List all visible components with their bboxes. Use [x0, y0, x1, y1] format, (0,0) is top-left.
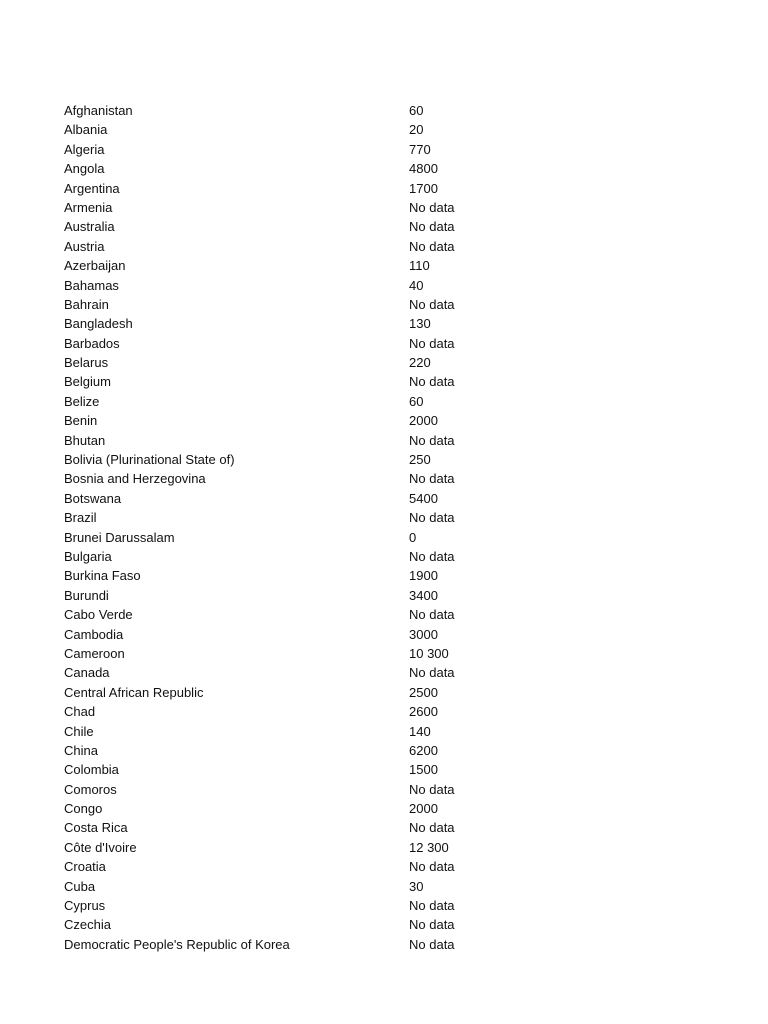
country-name-cell: Cameroon — [64, 645, 125, 661]
country-name-cell: Central African Republic — [64, 684, 204, 700]
value-cell: No data — [409, 238, 455, 254]
value-cell: No data — [409, 859, 455, 875]
country-name-cell: Croatia — [64, 859, 106, 875]
table-row — [64, 915, 704, 934]
value-cell: 12 300 — [409, 839, 449, 855]
country-name-cell: Comoros — [64, 781, 117, 797]
country-name-cell: Afghanistan — [64, 103, 133, 118]
value-cell: 2000 — [409, 801, 438, 817]
country-name-cell: Cambodia — [64, 626, 124, 642]
table-row — [64, 469, 704, 488]
table-row — [64, 818, 704, 837]
country-name-cell: Burkina Faso — [64, 568, 141, 584]
country-name-cell: Azerbaijan — [64, 258, 126, 274]
value-cell: 4800 — [409, 161, 438, 177]
country-name-cell: Congo — [64, 801, 103, 817]
value-cell: 30 — [409, 878, 424, 894]
table-row — [64, 431, 704, 450]
table-row — [64, 528, 704, 547]
value-cell: No data — [409, 335, 455, 351]
country-name-cell: Burundi — [64, 587, 109, 603]
table-row — [64, 353, 704, 372]
table-row — [64, 101, 704, 120]
value-cell: 1700 — [409, 180, 438, 196]
country-name-cell: Belarus — [64, 355, 109, 371]
country-name-cell: Brazil — [64, 510, 97, 526]
value-cell: 3000 — [409, 626, 438, 642]
value-cell: 130 — [409, 316, 431, 332]
table-row — [64, 140, 704, 159]
table-row — [64, 159, 704, 178]
value-cell: 0 — [409, 529, 417, 545]
country-name-cell: Albania — [64, 122, 108, 138]
table-row — [64, 935, 704, 954]
value-cell: No data — [409, 374, 455, 390]
country-name-cell: Canada — [64, 665, 110, 681]
value-cell: 1500 — [409, 762, 438, 778]
country-name-cell: Benin — [64, 413, 98, 429]
table-row — [64, 392, 704, 411]
value-cell: No data — [409, 665, 455, 681]
country-name-cell: Barbados — [64, 335, 120, 351]
table-row — [64, 780, 704, 799]
table-row — [64, 372, 704, 391]
country-name-cell: Chile — [64, 723, 94, 739]
table-row — [64, 857, 704, 876]
country-name-cell: Austria — [64, 238, 105, 254]
country-name-cell: Bhutan — [64, 432, 106, 448]
country-data-table — [64, 101, 704, 954]
value-cell: No data — [409, 432, 455, 448]
country-name-cell: Australia — [64, 219, 115, 235]
value-cell: No data — [409, 936, 455, 952]
country-name-cell: Armenia — [64, 199, 113, 215]
table-row — [64, 702, 704, 721]
value-cell: No data — [409, 548, 455, 564]
country-name-cell: China — [64, 742, 98, 758]
value-cell: 250 — [409, 452, 431, 468]
table-row — [64, 547, 704, 566]
table-row — [64, 683, 704, 702]
table-row — [64, 644, 704, 663]
value-cell: 3400 — [409, 587, 438, 603]
country-name-cell: Bahrain — [64, 296, 109, 312]
value-cell: No data — [409, 199, 455, 215]
value-cell: 60 — [409, 393, 424, 409]
country-name-cell: Czechia — [64, 917, 111, 933]
table-row — [64, 586, 704, 605]
country-name-cell: Argentina — [64, 180, 120, 196]
table-row — [64, 605, 704, 624]
table-row — [64, 663, 704, 682]
country-name-cell: Democratic People's Republic of Korea — [64, 936, 290, 952]
country-name-cell: Cuba — [64, 878, 96, 894]
table-row — [64, 450, 704, 469]
value-cell: 110 — [409, 258, 430, 274]
value-cell: 2000 — [409, 413, 438, 429]
table-row — [64, 838, 704, 857]
value-cell: 2600 — [409, 704, 438, 720]
country-name-cell: Cyprus — [64, 898, 106, 914]
table-row — [64, 120, 704, 139]
table-row — [64, 256, 704, 275]
table-row — [64, 741, 704, 760]
value-cell: 5400 — [409, 490, 438, 506]
country-name-cell: Bangladesh — [64, 316, 133, 332]
value-cell: No data — [409, 471, 455, 487]
table-row — [64, 760, 704, 779]
value-cell: 10 300 — [409, 645, 449, 661]
value-cell: No data — [409, 607, 455, 623]
country-name-cell: Bahamas — [64, 277, 119, 293]
table-row — [64, 276, 704, 295]
table-row — [64, 508, 704, 527]
country-name-cell: Bulgaria — [64, 548, 112, 564]
table-row — [64, 411, 704, 430]
value-cell: 140 — [409, 723, 431, 739]
country-name-cell: Belize — [64, 393, 100, 409]
value-cell: No data — [409, 898, 455, 914]
country-name-cell: Botswana — [64, 490, 122, 506]
table-row — [64, 179, 704, 198]
value-cell: 220 — [409, 355, 431, 371]
table-row — [64, 198, 704, 217]
value-cell: No data — [409, 296, 455, 312]
country-name-cell: Algeria — [64, 141, 105, 157]
value-cell: No data — [409, 219, 455, 235]
table-row — [64, 314, 704, 333]
value-cell: No data — [409, 781, 455, 797]
value-cell: 770 — [409, 141, 431, 157]
table-row — [64, 295, 704, 314]
value-cell: No data — [409, 917, 455, 933]
value-cell: No data — [409, 510, 455, 526]
value-cell: No data — [409, 820, 455, 836]
country-name-cell: Belgium — [64, 374, 111, 390]
country-name-cell: Angola — [64, 161, 105, 177]
country-name-cell: Cabo Verde — [64, 607, 133, 623]
country-name-cell: Colombia — [64, 762, 119, 778]
table-row — [64, 334, 704, 353]
country-name-cell: Bosnia and Herzegovina — [64, 471, 206, 487]
value-cell: 20 — [409, 122, 424, 138]
value-cell: 40 — [409, 277, 424, 293]
table-row — [64, 217, 704, 236]
country-name-cell: Chad — [64, 704, 96, 720]
value-cell: 60 — [409, 103, 424, 118]
table-row — [64, 489, 704, 508]
value-cell: 2500 — [409, 684, 438, 700]
value-cell: 6200 — [409, 742, 438, 758]
table-row — [64, 877, 704, 896]
country-name-cell: Bolivia (Plurinational State of) — [64, 452, 235, 468]
table-row — [64, 896, 704, 915]
country-name-cell: Côte d'Ivoire — [64, 839, 137, 855]
table-row — [64, 625, 704, 644]
table-row — [64, 566, 704, 585]
country-name-cell: Brunei Darussalam — [64, 529, 175, 545]
table-row — [64, 722, 704, 741]
table-row — [64, 799, 704, 818]
value-cell: 1900 — [409, 568, 438, 584]
country-name-cell: Costa Rica — [64, 820, 128, 836]
table-row — [64, 237, 704, 256]
